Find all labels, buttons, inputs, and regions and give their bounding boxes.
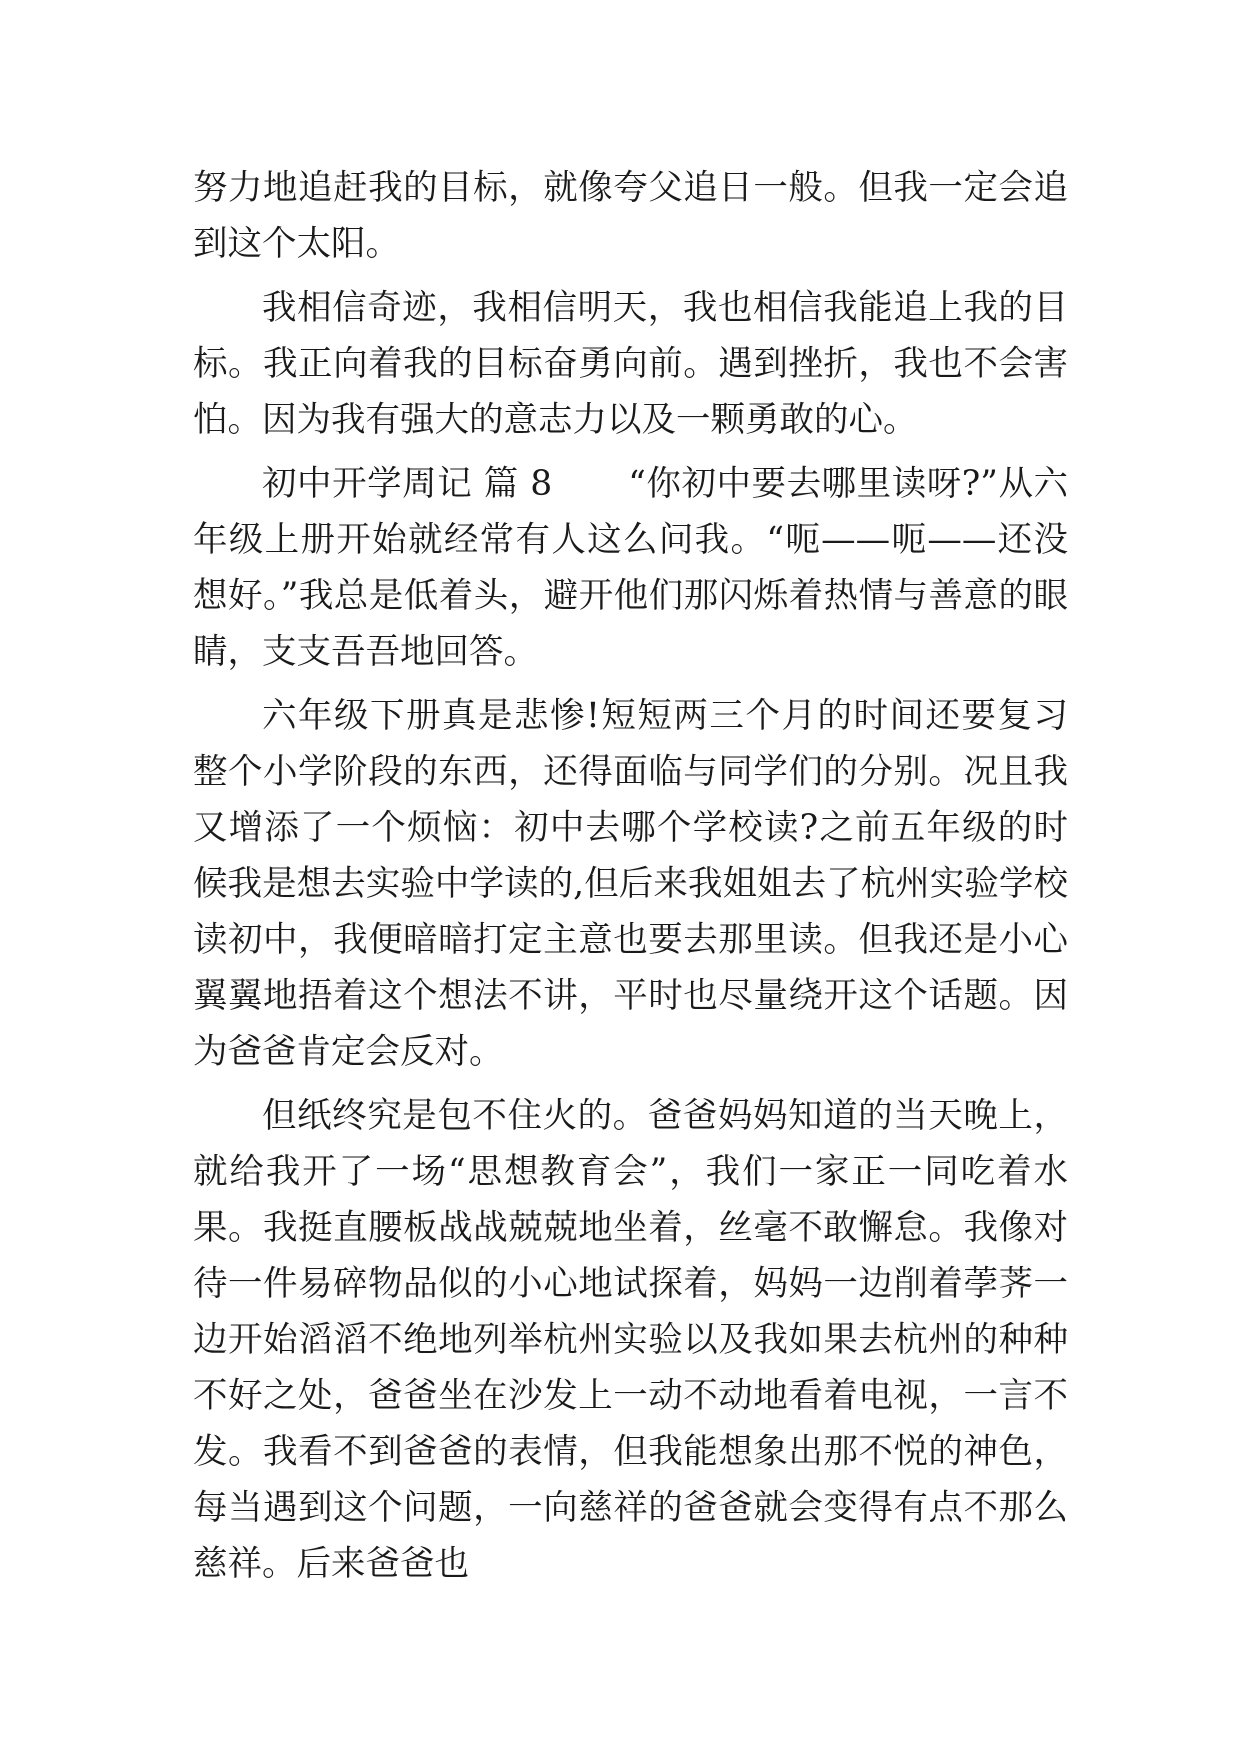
section-heading: 初中开学周记 篇 8 [262, 464, 553, 504]
paragraph-4: 六年级下册真是悲惨!短短两三个月的时间还要复习整个小学阶段的东西，还得面临与同学们的分别。况且我又增添了一个烦恼：初中去哪个学校读?之前五年级的时候我是想去实验中学读的,但后来我姐姐去了杭州实验学校读初中，我便暗暗打定主意也要去那里读。但我还是小心翼翼地捂着这个想法不讲，平时也尽量绕开这个话题。因为爸爸肯定会反对。 [193, 696, 1068, 1072]
document-body [193, 160, 1068, 1600]
paragraph-1: 努力地追赶我的目标，就像夸父追日一般。但我一定会追到这个太阳。 [193, 168, 1068, 264]
paragraph-3-text: “你初中要去哪里读呀?”从六年级上册开始就经常有人这么问我。“呃——呃——还没想好。”我总是低着头，避开他们那闪烁着热情与善意的眼睛，支支吾吾地回答。 [193, 464, 1068, 672]
paragraph-3 [193, 456, 1068, 680]
paragraph-2: 我相信奇迹，我相信明天，我也相信我能追上我的目标。我正向着我的目标奋勇向前。遇到挫折，我也不会害怕。因为我有强大的意志力以及一颗勇敢的心。 [193, 288, 1068, 440]
paragraph-5: 但纸终究是包不住火的。爸爸妈妈知道的当天晚上，就给我开了一场“思想教育会”，我们一家正一同吃着水果。我挺直腰板战战兢兢地坐着，丝毫不敢懈怠。我像对待一件易碎物品似的小心地试探着，妈妈一边削着荸荠一边开始滔滔不绝地列举杭州实验以及我如果去杭州的种种不好之处，爸爸坐在沙发上一动不动地看着电视，一言不发。我看不到爸爸的表情，但我能想象出那不悦的神色，每当遇到这个问题，一向慈祥的爸爸就会变得有点不那么慈祥。后来爸爸也 [193, 1096, 1068, 1584]
